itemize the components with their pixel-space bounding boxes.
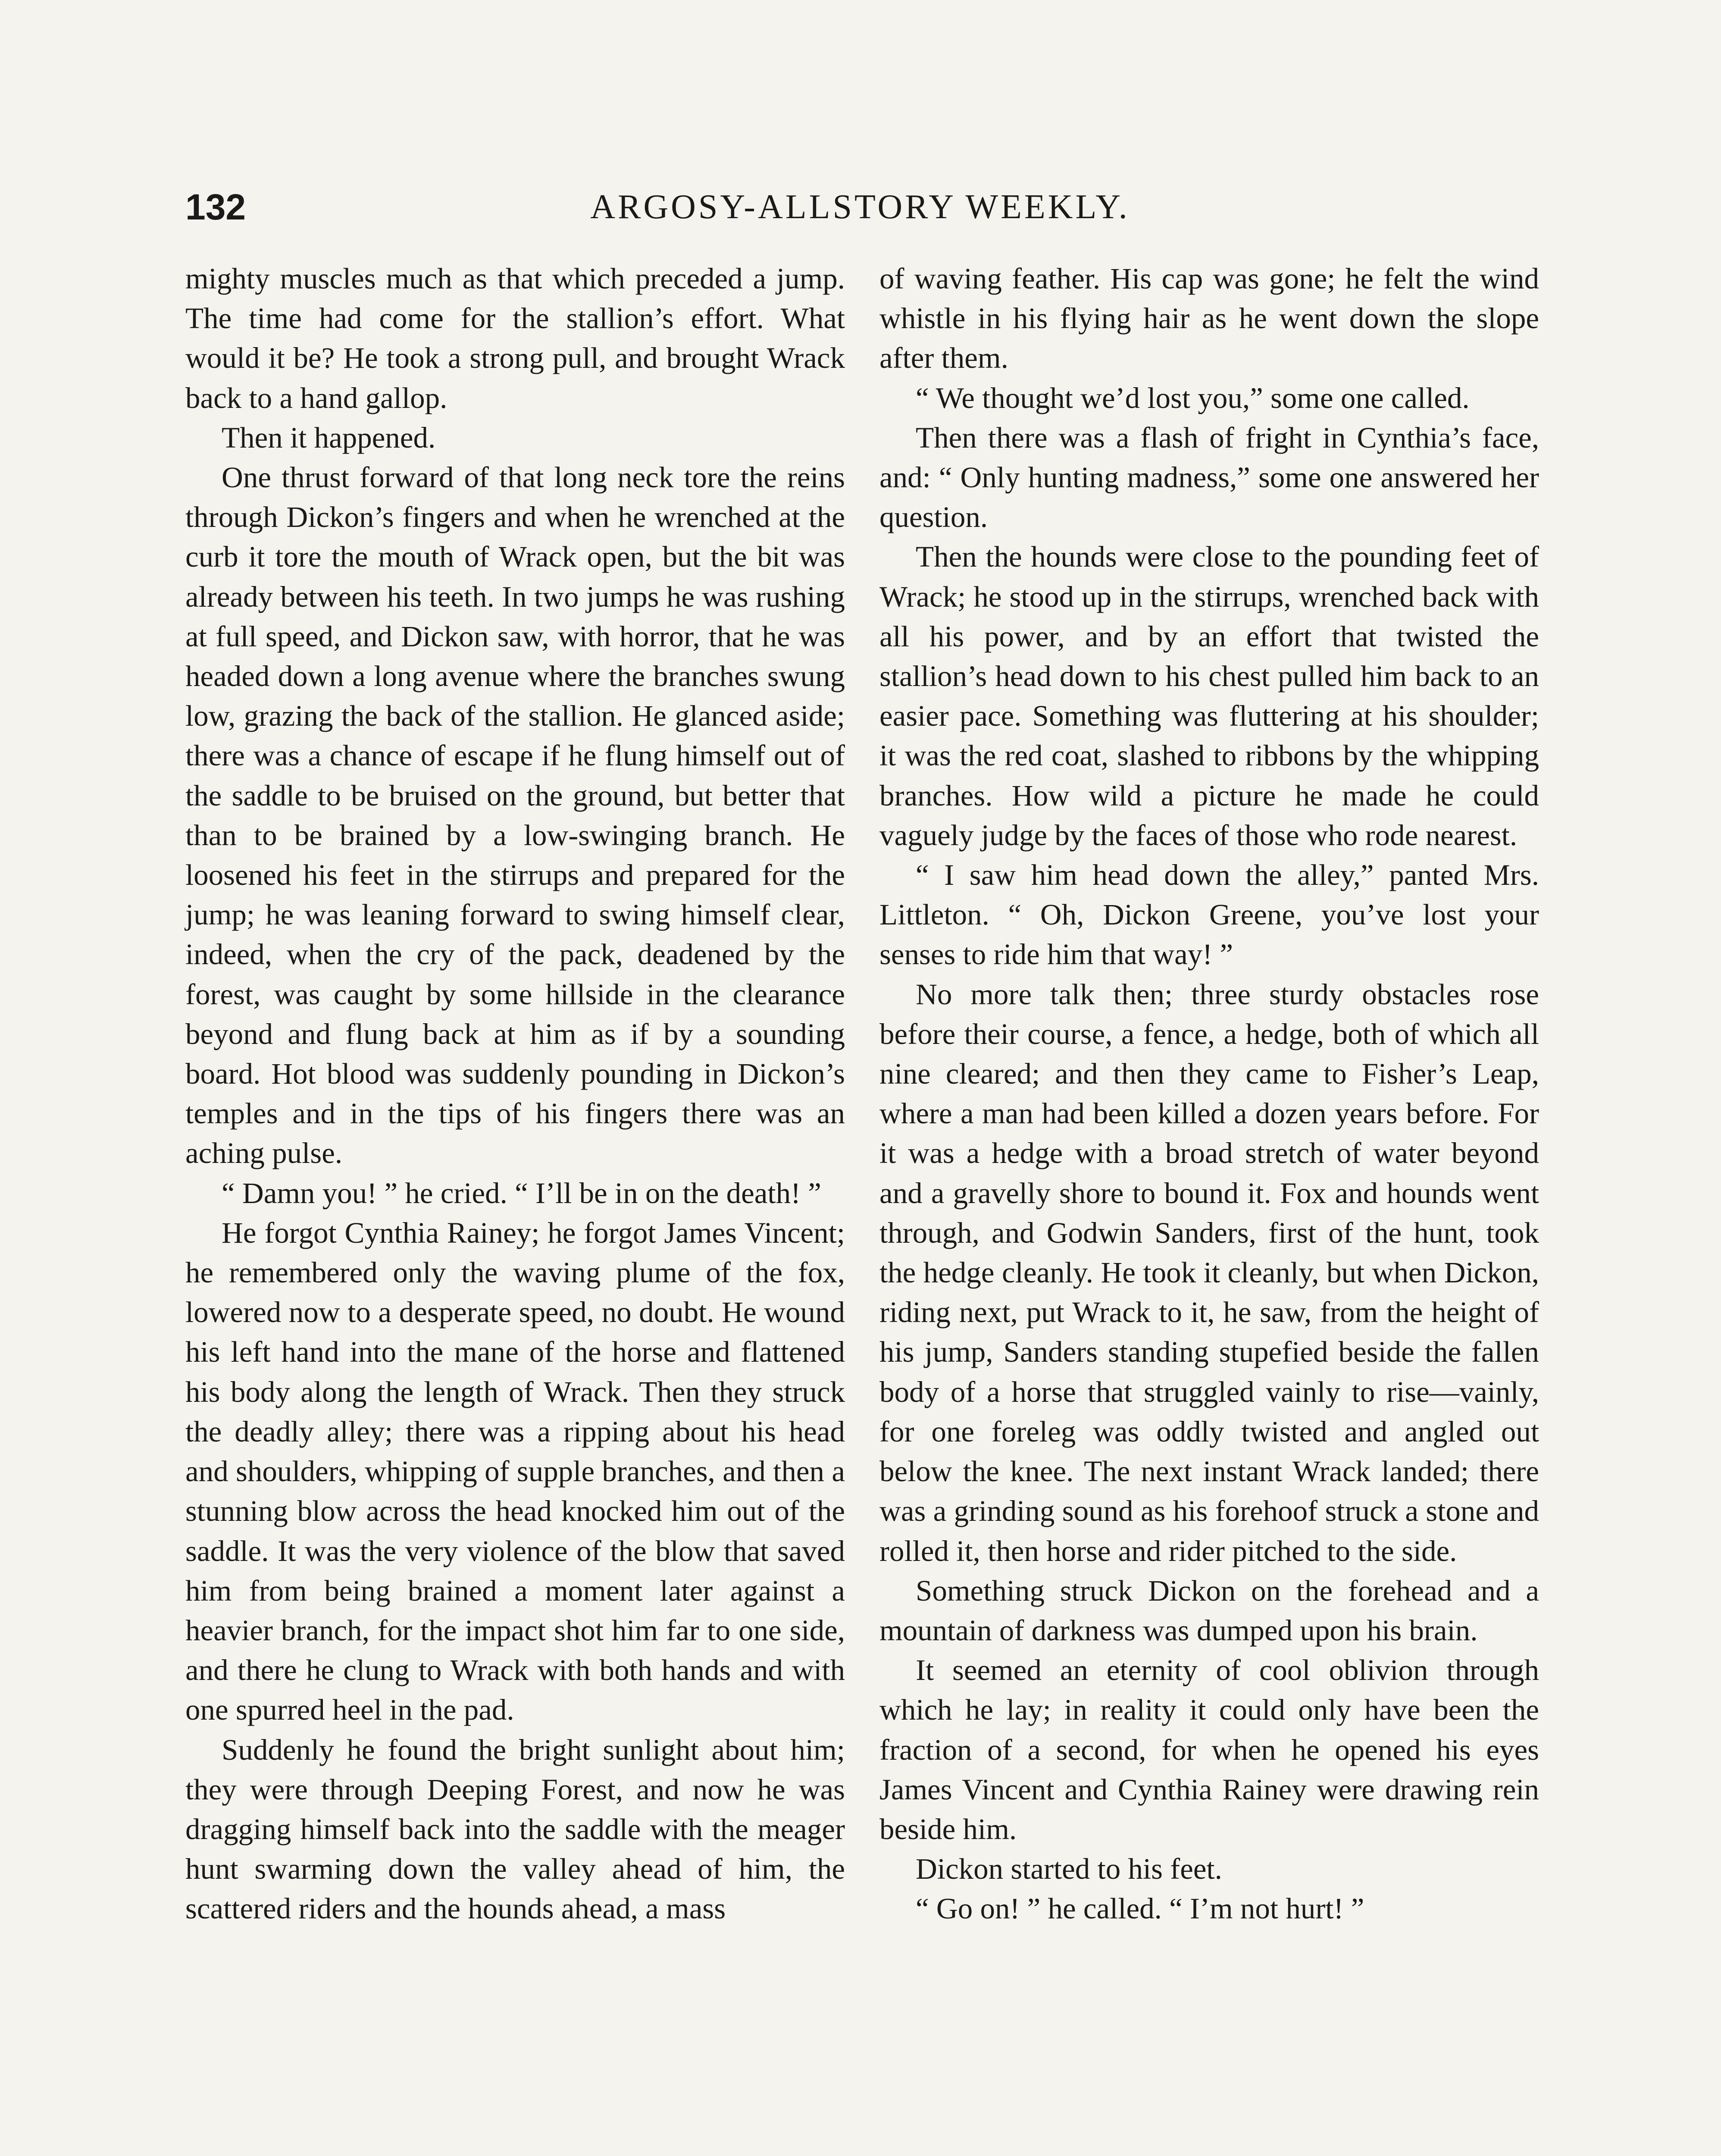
paragraph: Dickon started to his feet. (916, 1852, 1222, 1886)
paragraph: “ I saw him head down the alley,” panted Mrs. Littleton. “ Oh, Dickon Greene, you’ve lost your senses to ride him that way! ” (879, 859, 1539, 971)
paragraph: “ Go on! ” he called. “ I’m not hurt! ” (916, 1892, 1364, 1925)
paragraph: Then the hounds were close to the pounding feet of Wrack; he stood up in the stirrups, wrenched back with all his power, and by an effort that twisted the stallion’s head down to his chest pulled him back to an easier pace. Something was fluttering at his shoulder; it was the red coat, slashed to ribbons by the whipping branches. How wild a picture he made he could vaguely judge by the faces of those who rode nearest. (879, 540, 1539, 852)
paragraph: of waving feather. His cap was gone; he felt the wind whistle in his flying hair as he went down the slope after them. (879, 262, 1539, 375)
running-head: ARGOSY-ALLSTORY WEEKLY. (590, 188, 1130, 226)
page-header (185, 181, 1535, 233)
page-number: 132 (185, 187, 246, 227)
paragraph: Suddenly he found the bright sunlight about him; they were through Deeping Forest, and now he was dragging himself back into the saddle with the meager hunt swarming down the valley ahead of him, the scattered riders and the hounds ahead, a mass (185, 1733, 845, 1925)
paragraph: Then it happened. (222, 421, 436, 454)
paragraph: Then there was a flash of fright in Cynthia’s face, and: “ Only hunting madness,” some one answered her question. (879, 421, 1539, 534)
paragraph: No more talk then; three sturdy obstacles rose before their course, a fence, a hedge, both of which all nine cleared; and then they came to Fisher’s Leap, where a man had been killed a dozen years before. For it was a hedge with a broad stretch of water beyond and a gravelly shore to bound it. Fox and hounds went through, and Godwin Sanders, first of the hunt, took the hedge cleanly. He took it cleanly, but when Dickon, riding next, put Wrack to it, he saw, from the height of his jump, Sanders standing stupefied beside the fallen body of a horse that struggled vainly to rise—vainly, for one foreleg was oddly twisted and angled out below the knee. The next instant Wrack landed; there was a grinding sound as his forehoof struck a stone and rolled it, then horse and rider pitched to the side. (879, 978, 1539, 1567)
paragraph: “ Damn you! ” he cried. “ I’ll be in on the death! ” (222, 1176, 821, 1210)
paragraph: mighty muscles much as that which preceded a jump. The time had come for the stallion’s effort. What would it be? He took a strong pull, and brought Wrack back to a hand gallop. (185, 262, 845, 414)
paragraph: One thrust forward of that long neck tore the reins through Dickon’s fingers and when he wrenched at the curb it tore the mouth of Wrack open, but the bit was already between his teeth. In two jumps he was rushing at full speed, and Dickon saw, with horror, that he was headed down a long avenue where the branches swung low, grazing the back of the stallion. He glanced aside; there was a chance of escape if he flung himself out of the saddle to be bruised on the ground, but better that than to be brained by a low-swinging branch. He loosened his feet in the stirrups and prepared for the jump; he was leaning forward to swing himself clear, indeed, when the cry of the pack, deadened by the forest, was caught by some hillside in the clearance beyond and flung back at him as if by a sounding board. Hot blood was suddenly pounding in Dickon’s temples and in the tips of his fingers there was an aching pulse. (185, 461, 845, 1170)
paragraph: It seemed an eternity of cool oblivion through which he lay; in reality it could only have been the fraction of a second, for when he opened his eyes James Vincent and Cynthia Rainey were drawing rein beside him. (879, 1654, 1539, 1846)
left-column (185, 259, 845, 1929)
right-column (879, 259, 1539, 1929)
paragraph: “ We thought we’d lost you,” some one called. (916, 381, 1470, 414)
paragraph: Something struck Dickon on the forehead and a mountain of darkness was dumped upon his brain. (879, 1574, 1539, 1647)
paragraph: He forgot Cynthia Rainey; he forgot James Vincent; he remembered only the waving plume of the fox, lowered now to a desperate speed, no doubt. He wound his left hand into the mane of the horse and flattened his body along the length of Wrack. Then they struck the deadly alley; there was a ripping about his head and shoulders, whipping of supple branches, and then a stunning blow across the head knocked him out of the saddle. It was the very violence of the blow that saved him from being brained a moment later against a heavier branch, for the impact shot him far to one side, and there he clung to Wrack with both hands and with one spurred heel in the pad. (185, 1216, 845, 1727)
